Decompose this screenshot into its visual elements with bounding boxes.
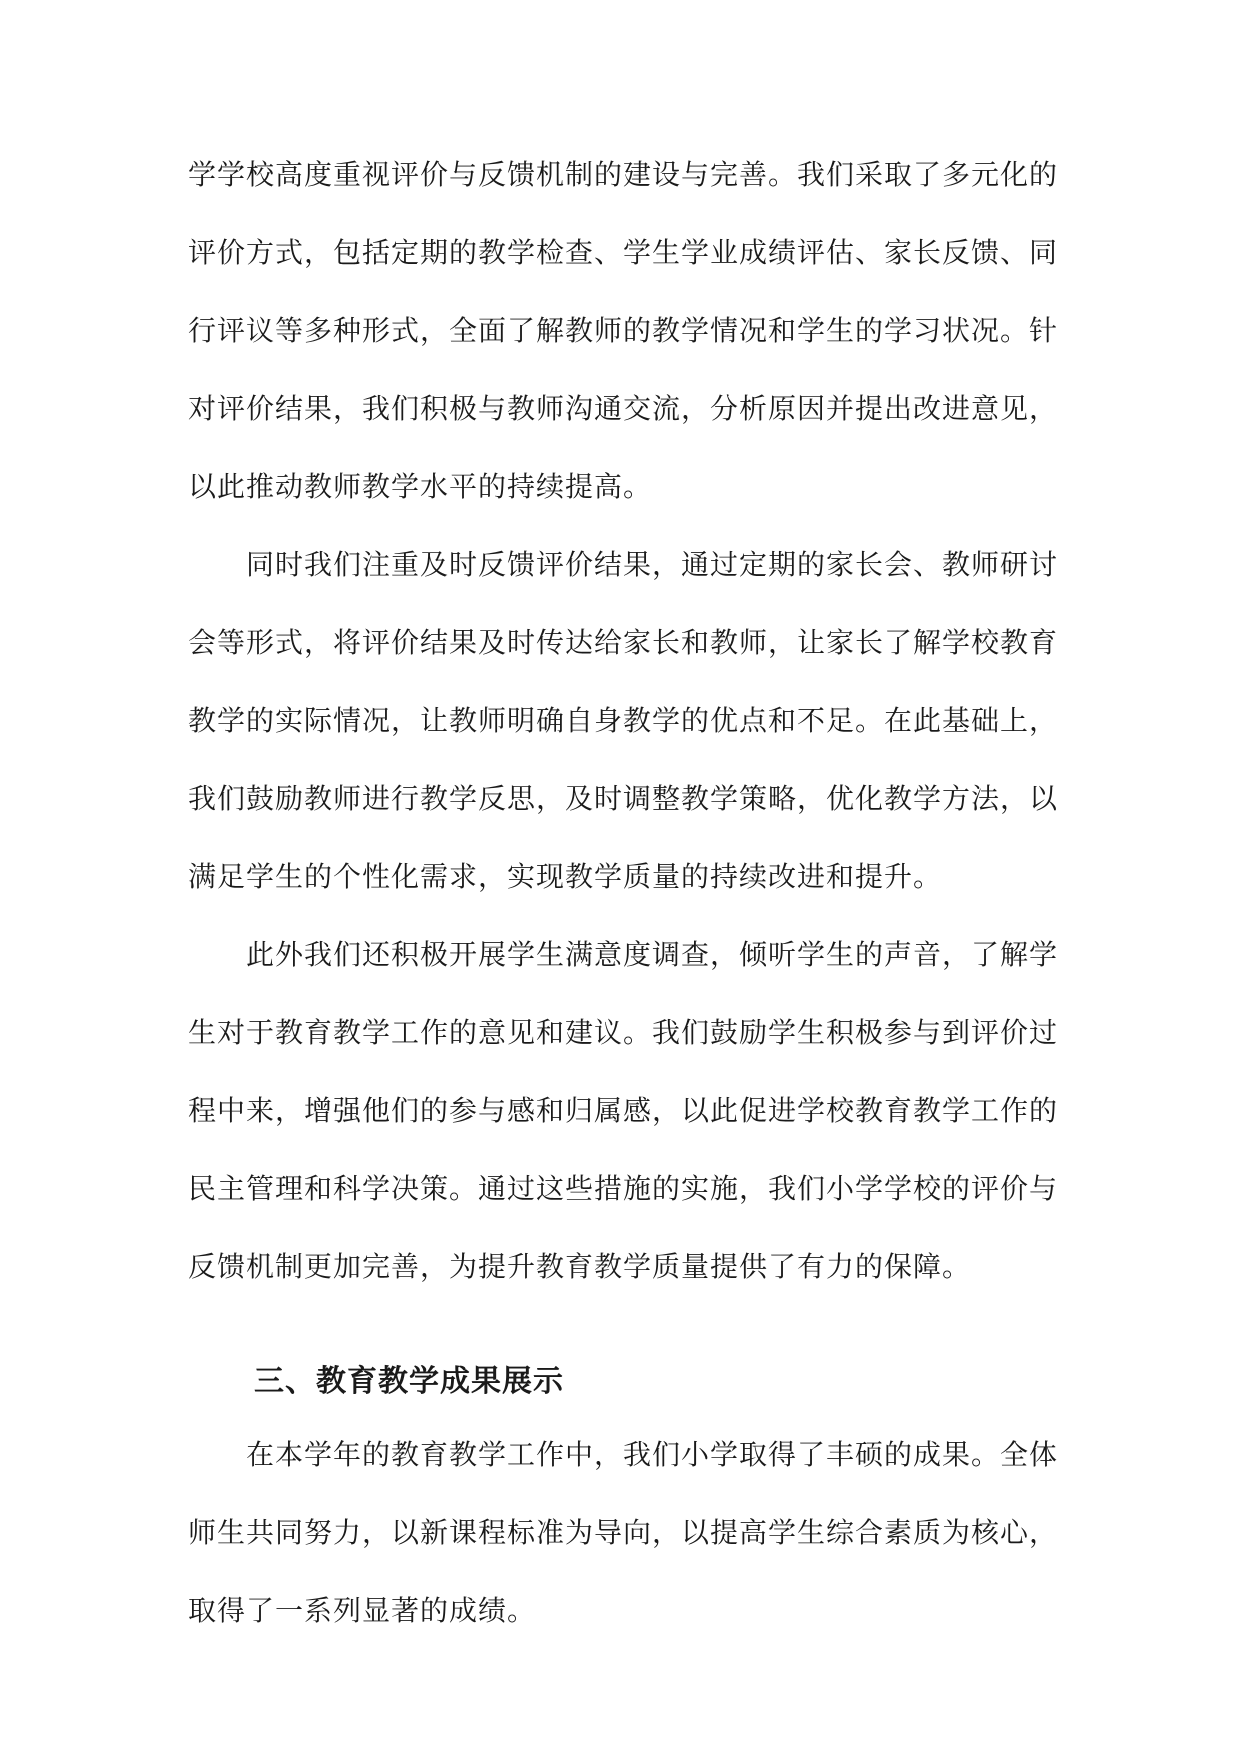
paragraph-student-satisfaction: 此外我们还积极开展学生满意度调查，倾听学生的声音，了解学生对于教育教学工作的意见和建议。我们鼓励学生积极参与到评价过程中来，增强他们的参与感和归属感，以此促进学校教育教学工作的民主管理和科学决策。通过这些措施的实施，我们小学学校的评价与反馈机制更加完善，为提升教育教学质量提供了有力的保障。 bbox=[188, 938, 1059, 1283]
paragraph-evaluation-mechanism: 学学校高度重视评价与反馈机制的建设与完善。我们采取了多元化的评价方式，包括定期的教学检查、学生学业成绩评估、家长反馈、同行评议等多种形式，全面了解教师的教学情况和学生的学习状况。针对评价结果，我们积极与教师沟通交流，分析原因并提出改进意见，以此推动教师教学水平的持续提高。 bbox=[188, 158, 1059, 503]
paragraph-feedback-results: 同时我们注重及时反馈评价结果，通过定期的家长会、教师研讨会等形式，将评价结果及时传达给家长和教师，让家长了解学校教育教学的实际情况，让教师明确自身教学的优点和不足。在此基础上，我们鼓励教师进行教学反思，及时调整教学策略，优化教学方法，以满足学生的个性化需求，实现教学质量的持续改进和提升。 bbox=[188, 548, 1059, 893]
document-page bbox=[188, 136, 1058, 1650]
section-heading: 三、教育教学成果展示 bbox=[254, 1364, 564, 1399]
paragraph-achievements: 在本学年的教育教学工作中，我们小学取得了丰硕的成果。全体师生共同努力，以新课程标准为导向，以提高学生综合素质为核心，取得了一系列显著的成绩。 bbox=[188, 1438, 1059, 1627]
